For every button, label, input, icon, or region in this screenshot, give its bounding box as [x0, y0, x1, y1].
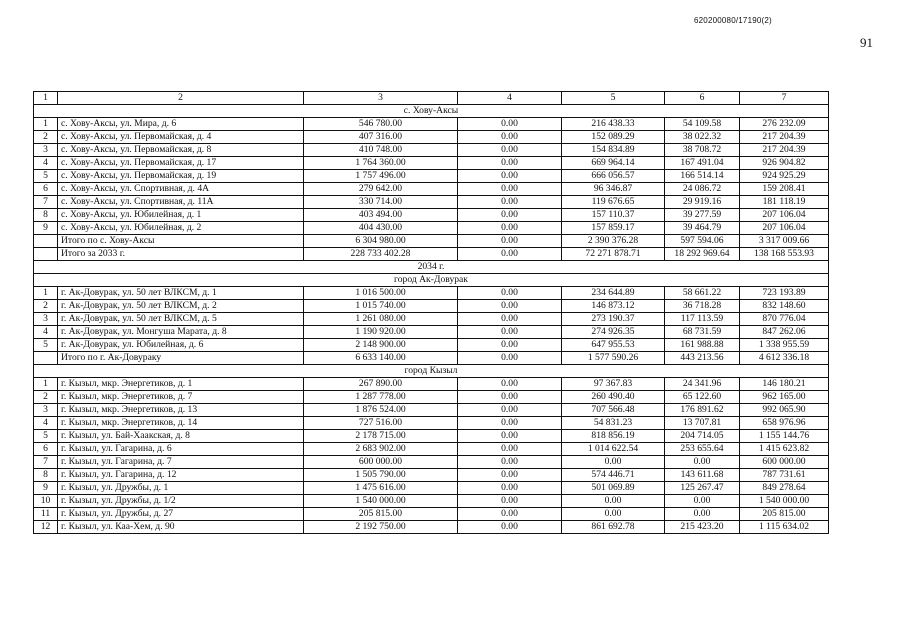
address-cell: с. Хову-Аксы, ул. Мира, д. 6 — [58, 118, 304, 131]
table-row — [34, 430, 829, 443]
col4-value-cell: 0.00 — [458, 209, 562, 222]
col7-value-cell: 217 204.39 — [740, 131, 829, 144]
col3-value-cell: 1 261 080.00 — [304, 313, 458, 326]
table-row — [34, 521, 829, 534]
col3-value-cell: 1 757 496.00 — [304, 170, 458, 183]
table-row — [34, 300, 829, 313]
col6-value-cell: 161 988.88 — [665, 339, 740, 352]
col4-value-cell: 0.00 — [458, 300, 562, 313]
row-number-cell: 8 — [34, 209, 58, 222]
row-number-cell: 5 — [34, 430, 58, 443]
section-title: город Ак-Довурак — [34, 274, 829, 287]
col7-value-cell: 1 415 623.82 — [740, 443, 829, 456]
address-cell: г. Кызыл, мкр. Энергетиков, д. 13 — [58, 404, 304, 417]
col4-value-cell: 0.00 — [458, 495, 562, 508]
col3-value-cell: 1 015 740.00 — [304, 300, 458, 313]
col6-value-cell: 39 277.59 — [665, 209, 740, 222]
address-cell: г. Ак-Довурак, ул. Юбилейная, д. 6 — [58, 339, 304, 352]
col6-value-cell: 143 611.68 — [665, 469, 740, 482]
column-number: 6 — [665, 92, 740, 105]
table-row — [34, 378, 829, 391]
section-header-row — [34, 365, 829, 378]
col4-value-cell: 0.00 — [458, 521, 562, 534]
col4-value-cell: 0.00 — [458, 430, 562, 443]
col5-value-cell: 119 676.65 — [562, 196, 665, 209]
col3-value-cell: 205 815.00 — [304, 508, 458, 521]
address-cell: г. Кызыл, ул. Каа-Хем, д. 90 — [58, 521, 304, 534]
data-table — [33, 91, 829, 534]
col7-value-cell: 146 180.21 — [740, 378, 829, 391]
col7-value-cell: 4 612 336.18 — [740, 352, 829, 365]
address-cell: с. Хову-Аксы, ул. Первомайская, д. 17 — [58, 157, 304, 170]
col4-value-cell: 0.00 — [458, 443, 562, 456]
col7-value-cell: 207 106.04 — [740, 222, 829, 235]
col6-value-cell: 29 919.16 — [665, 196, 740, 209]
col4-value-cell: 0.00 — [458, 118, 562, 131]
column-number-row — [34, 92, 829, 105]
col3-value-cell: 2 192 750.00 — [304, 521, 458, 534]
table-row — [34, 508, 829, 521]
col4-value-cell: 0.00 — [458, 144, 562, 157]
col5-value-cell: 154 834.89 — [562, 144, 665, 157]
col7-value-cell: 1 115 634.02 — [740, 521, 829, 534]
col5-value-cell: 1 014 622.54 — [562, 443, 665, 456]
col6-value-cell: 0.00 — [665, 495, 740, 508]
address-cell: г. Ак-Довурак, ул. 50 лет ВЛКСМ, д. 2 — [58, 300, 304, 313]
col5-value-cell: 0.00 — [562, 456, 665, 469]
address-cell: с. Хову-Аксы, ул. Первомайская, д. 19 — [58, 170, 304, 183]
col6-value-cell: 204 714.05 — [665, 430, 740, 443]
col4-value-cell: 0.00 — [458, 391, 562, 404]
col5-value-cell: 152 089.29 — [562, 131, 665, 144]
col3-value-cell: 267 890.00 — [304, 378, 458, 391]
column-number: 2 — [58, 92, 304, 105]
table-row — [34, 196, 829, 209]
total-row — [34, 352, 829, 365]
address-cell: Итого за 2033 г. — [58, 248, 304, 261]
col5-value-cell: 274 926.35 — [562, 326, 665, 339]
col4-value-cell: 0.00 — [458, 339, 562, 352]
col3-value-cell: 600 000.00 — [304, 456, 458, 469]
column-number: 5 — [562, 92, 665, 105]
col3-value-cell: 1 475 616.00 — [304, 482, 458, 495]
col3-value-cell: 2 683 902.00 — [304, 443, 458, 456]
address-cell: Итого по г. Ак-Довураку — [58, 352, 304, 365]
col4-value-cell: 0.00 — [458, 456, 562, 469]
row-number-cell: 4 — [34, 417, 58, 430]
total-row — [34, 248, 829, 261]
row-number-cell: 3 — [34, 404, 58, 417]
col7-value-cell: 3 317 009.66 — [740, 235, 829, 248]
col7-value-cell: 847 262.06 — [740, 326, 829, 339]
row-number-cell: 2 — [34, 391, 58, 404]
col4-value-cell: 0.00 — [458, 131, 562, 144]
address-cell: с. Хову-Аксы, ул. Спортивная, д. 11А — [58, 196, 304, 209]
row-number-cell — [34, 248, 58, 261]
col6-value-cell: 0.00 — [665, 508, 740, 521]
table-row — [34, 118, 829, 131]
col5-value-cell: 234 644.89 — [562, 287, 665, 300]
col3-value-cell: 2 178 715.00 — [304, 430, 458, 443]
col7-value-cell: 870 776.04 — [740, 313, 829, 326]
table-row — [34, 417, 829, 430]
col4-value-cell: 0.00 — [458, 378, 562, 391]
col6-value-cell: 125 267.47 — [665, 482, 740, 495]
col7-value-cell: 658 976.96 — [740, 417, 829, 430]
col6-value-cell: 443 213.56 — [665, 352, 740, 365]
col4-value-cell: 0.00 — [458, 170, 562, 183]
col7-value-cell: 217 204.39 — [740, 144, 829, 157]
col3-value-cell: 6 633 140.00 — [304, 352, 458, 365]
col6-value-cell: 39 464.79 — [665, 222, 740, 235]
table-row — [34, 391, 829, 404]
address-cell: г. Кызыл, мкр. Энергетиков, д. 14 — [58, 417, 304, 430]
row-number-cell: 5 — [34, 170, 58, 183]
row-number-cell: 10 — [34, 495, 58, 508]
address-cell: с. Хову-Аксы, ул. Первомайская, д. 4 — [58, 131, 304, 144]
table-row — [34, 313, 829, 326]
col7-value-cell: 181 118.19 — [740, 196, 829, 209]
col5-value-cell: 861 692.78 — [562, 521, 665, 534]
row-number-cell: 7 — [34, 456, 58, 469]
col5-value-cell: 666 056.57 — [562, 170, 665, 183]
table-row — [34, 482, 829, 495]
col5-value-cell: 707 566.48 — [562, 404, 665, 417]
col6-value-cell: 65 122.60 — [665, 391, 740, 404]
col7-value-cell: 205 815.00 — [740, 508, 829, 521]
col4-value-cell: 0.00 — [458, 469, 562, 482]
col5-value-cell: 501 069.89 — [562, 482, 665, 495]
address-cell: Итого по с. Хову-Аксы — [58, 235, 304, 248]
col4-value-cell: 0.00 — [458, 352, 562, 365]
address-cell: г. Ак-Довурак, ул. 50 лет ВЛКСМ, д. 1 — [58, 287, 304, 300]
row-number-cell: 2 — [34, 300, 58, 313]
section-title: с. Хову-Аксы — [34, 105, 829, 118]
col3-value-cell: 727 516.00 — [304, 417, 458, 430]
col5-value-cell: 97 367.83 — [562, 378, 665, 391]
col7-value-cell: 276 232.09 — [740, 118, 829, 131]
col3-value-cell: 2 148 900.00 — [304, 339, 458, 352]
col4-value-cell: 0.00 — [458, 248, 562, 261]
row-number-cell: 1 — [34, 287, 58, 300]
col3-value-cell: 1 016 500.00 — [304, 287, 458, 300]
col6-value-cell: 13 707.81 — [665, 417, 740, 430]
col5-value-cell: 157 110.37 — [562, 209, 665, 222]
section-title: 2034 г. — [34, 261, 829, 274]
row-number-cell: 4 — [34, 326, 58, 339]
col6-value-cell: 0.00 — [665, 456, 740, 469]
col3-value-cell: 1 764 360.00 — [304, 157, 458, 170]
address-cell: г. Кызыл, ул. Гагарина, д. 6 — [58, 443, 304, 456]
col4-value-cell: 0.00 — [458, 157, 562, 170]
address-cell: с. Хову-Аксы, ул. Юбилейная, д. 2 — [58, 222, 304, 235]
col3-value-cell: 6 304 980.00 — [304, 235, 458, 248]
row-number-cell: 5 — [34, 339, 58, 352]
col7-value-cell: 787 731.61 — [740, 469, 829, 482]
col7-value-cell: 207 106.04 — [740, 209, 829, 222]
address-cell: г. Кызыл, ул. Гагарина, д. 7 — [58, 456, 304, 469]
table-row — [34, 456, 829, 469]
col5-value-cell: 273 190.37 — [562, 313, 665, 326]
table-row — [34, 495, 829, 508]
row-number-cell: 1 — [34, 118, 58, 131]
col5-value-cell: 260 490.40 — [562, 391, 665, 404]
row-number-cell: 4 — [34, 157, 58, 170]
col7-value-cell: 1 540 000.00 — [740, 495, 829, 508]
col6-value-cell: 38 022.32 — [665, 131, 740, 144]
col7-value-cell: 924 925.29 — [740, 170, 829, 183]
col3-value-cell: 228 733 402.28 — [304, 248, 458, 261]
col3-value-cell: 404 430.00 — [304, 222, 458, 235]
address-cell: г. Кызыл, ул. Бай-Хаакская, д. 8 — [58, 430, 304, 443]
col3-value-cell: 279 642.00 — [304, 183, 458, 196]
col7-value-cell: 926 904.82 — [740, 157, 829, 170]
row-number-cell: 9 — [34, 482, 58, 495]
section-header-row — [34, 261, 829, 274]
col5-value-cell: 0.00 — [562, 495, 665, 508]
section-header-row — [34, 105, 829, 118]
row-number-cell: 8 — [34, 469, 58, 482]
table-row — [34, 157, 829, 170]
col7-value-cell: 159 208.41 — [740, 183, 829, 196]
col4-value-cell: 0.00 — [458, 183, 562, 196]
table-row — [34, 144, 829, 157]
table-row — [34, 183, 829, 196]
col6-value-cell: 18 292 969.64 — [665, 248, 740, 261]
col4-value-cell: 0.00 — [458, 313, 562, 326]
col4-value-cell: 0.00 — [458, 196, 562, 209]
col7-value-cell: 849 278.64 — [740, 482, 829, 495]
col6-value-cell: 167 491.04 — [665, 157, 740, 170]
address-cell: г. Кызыл, ул. Гагарина, д. 12 — [58, 469, 304, 482]
page-number: 91 — [860, 35, 873, 50]
address-cell: г. Кызыл, ул. Дружбы, д. 1/2 — [58, 495, 304, 508]
row-number-cell: 6 — [34, 443, 58, 456]
address-cell: г. Кызыл, мкр. Энергетиков, д. 7 — [58, 391, 304, 404]
col7-value-cell: 138 168 553.93 — [740, 248, 829, 261]
col5-value-cell: 1 577 590.26 — [562, 352, 665, 365]
table-row — [34, 209, 829, 222]
table-row — [34, 287, 829, 300]
col3-value-cell: 1 287 778.00 — [304, 391, 458, 404]
column-number: 7 — [740, 92, 829, 105]
table-row — [34, 443, 829, 456]
col6-value-cell: 215 423.20 — [665, 521, 740, 534]
document-id: 620200080/17190(2) — [694, 16, 772, 25]
col3-value-cell: 410 748.00 — [304, 144, 458, 157]
col6-value-cell: 24 086.72 — [665, 183, 740, 196]
col5-value-cell: 54 831.23 — [562, 417, 665, 430]
col4-value-cell: 0.00 — [458, 287, 562, 300]
row-number-cell — [34, 235, 58, 248]
col6-value-cell: 54 109.58 — [665, 118, 740, 131]
col3-value-cell: 1 505 790.00 — [304, 469, 458, 482]
col6-value-cell: 597 594.06 — [665, 235, 740, 248]
col3-value-cell: 1 190 920.00 — [304, 326, 458, 339]
address-cell: с. Хову-Аксы, ул. Юбилейная, д. 1 — [58, 209, 304, 222]
table-row — [34, 170, 829, 183]
col5-value-cell: 0.00 — [562, 508, 665, 521]
row-number-cell: 3 — [34, 313, 58, 326]
col7-value-cell: 962 165.00 — [740, 391, 829, 404]
col6-value-cell: 38 708.72 — [665, 144, 740, 157]
col4-value-cell: 0.00 — [458, 235, 562, 248]
col6-value-cell: 36 718.28 — [665, 300, 740, 313]
column-number: 1 — [34, 92, 58, 105]
col6-value-cell: 68 731.59 — [665, 326, 740, 339]
col3-value-cell: 546 780.00 — [304, 118, 458, 131]
row-number-cell: 11 — [34, 508, 58, 521]
col6-value-cell: 166 514.14 — [665, 170, 740, 183]
col3-value-cell: 403 494.00 — [304, 209, 458, 222]
table-row — [34, 326, 829, 339]
col4-value-cell: 0.00 — [458, 326, 562, 339]
col6-value-cell: 176 891.62 — [665, 404, 740, 417]
table-row — [34, 222, 829, 235]
col7-value-cell: 600 000.00 — [740, 456, 829, 469]
table-row — [34, 339, 829, 352]
col5-value-cell: 647 955.53 — [562, 339, 665, 352]
col5-value-cell: 2 390 376.28 — [562, 235, 665, 248]
col7-value-cell: 992 065.90 — [740, 404, 829, 417]
row-number-cell: 6 — [34, 183, 58, 196]
col7-value-cell: 1 338 955.59 — [740, 339, 829, 352]
row-number-cell: 3 — [34, 144, 58, 157]
address-cell: г. Кызыл, ул. Дружбы, д. 1 — [58, 482, 304, 495]
row-number-cell: 7 — [34, 196, 58, 209]
col5-value-cell: 146 873.12 — [562, 300, 665, 313]
section-title: город Кызыл — [34, 365, 829, 378]
col7-value-cell: 723 193.89 — [740, 287, 829, 300]
col5-value-cell: 574 446.71 — [562, 469, 665, 482]
row-number-cell: 9 — [34, 222, 58, 235]
section-header-row — [34, 274, 829, 287]
row-number-cell — [34, 352, 58, 365]
col5-value-cell: 72 271 878.71 — [562, 248, 665, 261]
col5-value-cell: 157 859.17 — [562, 222, 665, 235]
address-cell: г. Ак-Довурак, ул. Монгуша Марата, д. 8 — [58, 326, 304, 339]
table-row — [34, 469, 829, 482]
col3-value-cell: 330 714.00 — [304, 196, 458, 209]
col4-value-cell: 0.00 — [458, 404, 562, 417]
col7-value-cell: 832 148.60 — [740, 300, 829, 313]
row-number-cell: 1 — [34, 378, 58, 391]
address-cell: г. Кызыл, мкр. Энергетиков, д. 1 — [58, 378, 304, 391]
col4-value-cell: 0.00 — [458, 508, 562, 521]
address-cell: г. Кызыл, ул. Дружбы, д. 27 — [58, 508, 304, 521]
col4-value-cell: 0.00 — [458, 417, 562, 430]
col6-value-cell: 117 113.59 — [665, 313, 740, 326]
table-row — [34, 131, 829, 144]
col6-value-cell: 58 661.22 — [665, 287, 740, 300]
col4-value-cell: 0.00 — [458, 482, 562, 495]
col5-value-cell: 669 964.14 — [562, 157, 665, 170]
column-number: 3 — [304, 92, 458, 105]
col5-value-cell: 216 438.33 — [562, 118, 665, 131]
col6-value-cell: 253 655.64 — [665, 443, 740, 456]
address-cell: с. Хову-Аксы, ул. Первомайская, д. 8 — [58, 144, 304, 157]
address-cell: г. Ак-Довурак, ул. 50 лет ВЛКСМ, д. 5 — [58, 313, 304, 326]
col6-value-cell: 24 341.96 — [665, 378, 740, 391]
col3-value-cell: 1 540 000.00 — [304, 495, 458, 508]
column-number: 4 — [458, 92, 562, 105]
total-row — [34, 235, 829, 248]
col4-value-cell: 0.00 — [458, 222, 562, 235]
col7-value-cell: 1 155 144.76 — [740, 430, 829, 443]
row-number-cell: 12 — [34, 521, 58, 534]
table-row — [34, 404, 829, 417]
col5-value-cell: 818 856.19 — [562, 430, 665, 443]
col3-value-cell: 407 316.00 — [304, 131, 458, 144]
col3-value-cell: 1 876 524.00 — [304, 404, 458, 417]
address-cell: с. Хову-Аксы, ул. Спортивная, д. 4А — [58, 183, 304, 196]
col5-value-cell: 96 346.87 — [562, 183, 665, 196]
row-number-cell: 2 — [34, 131, 58, 144]
